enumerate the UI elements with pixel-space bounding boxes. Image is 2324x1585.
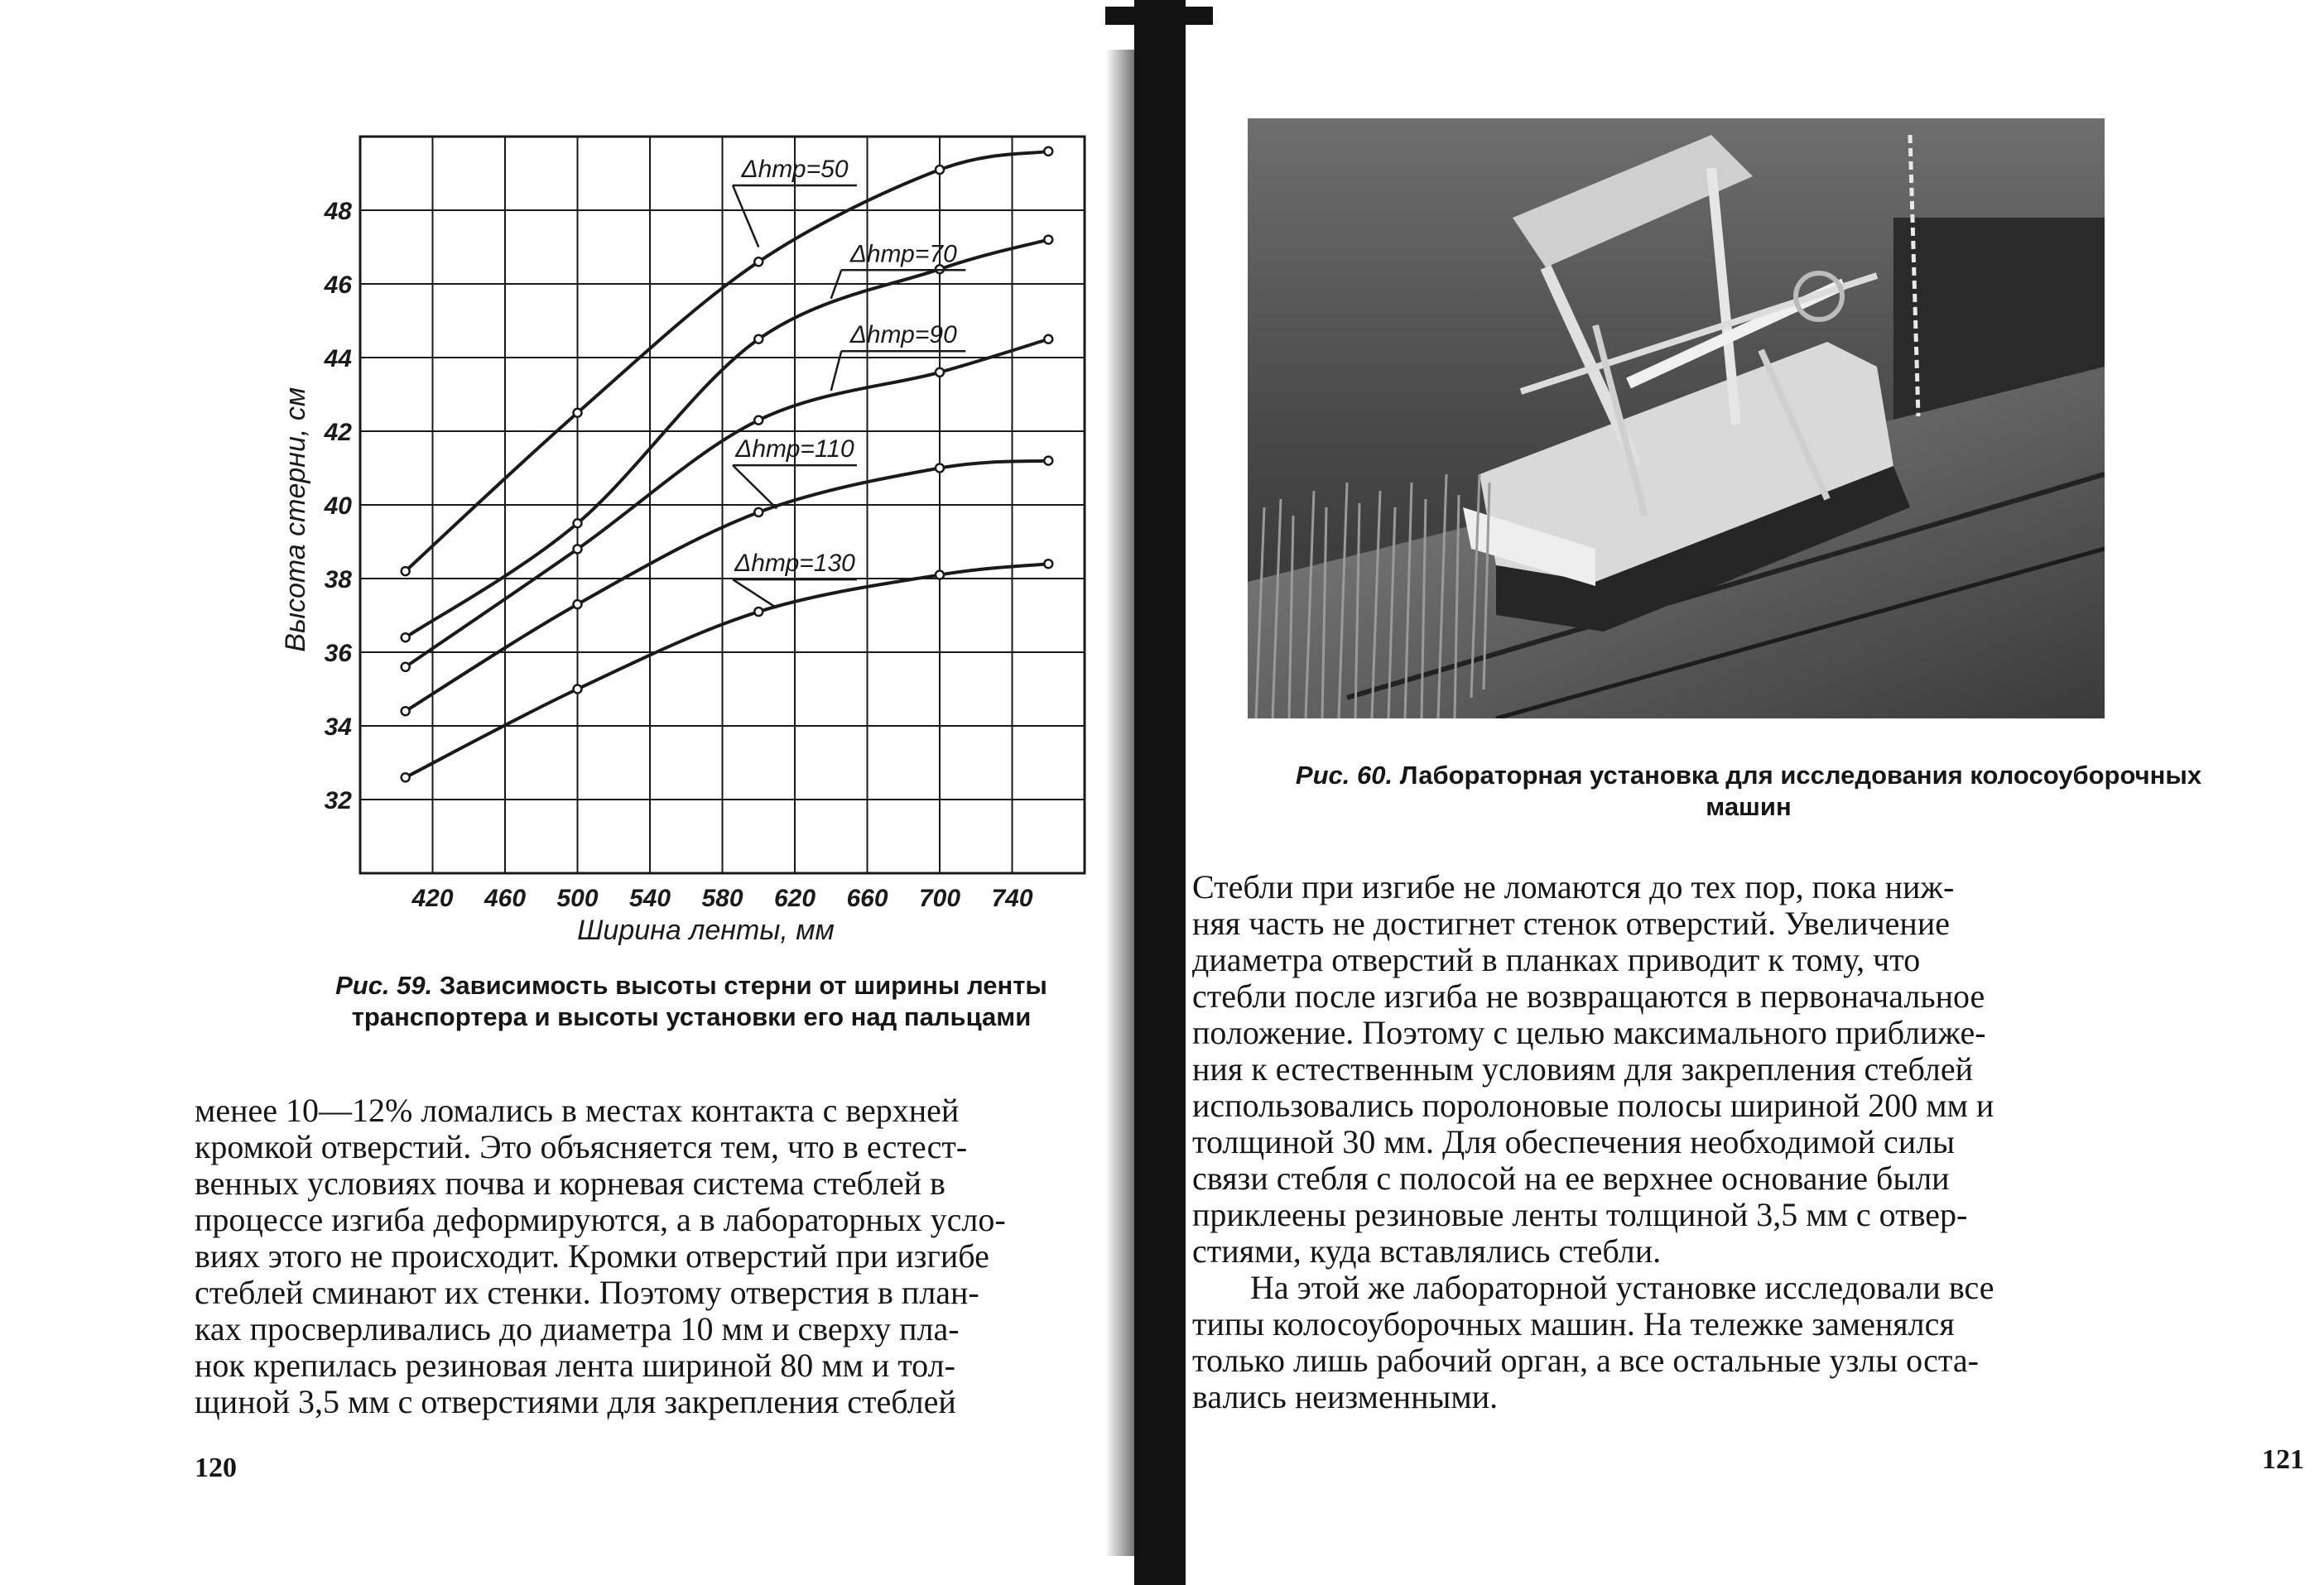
text-line: связи стебля с полосой на ее верхнее основание были <box>1192 1160 1950 1197</box>
series-label: Δhтр=130 <box>734 550 855 578</box>
text-line: стиями, куда вставлялись стебли. <box>1192 1232 1662 1270</box>
text-line: диаметра отверстий в планках приводит к тому, что <box>1192 941 1921 978</box>
text-line: стеблей сминают их стенки. Поэтому отверстия в план- <box>195 1274 979 1311</box>
series-label: Δhтр=110 <box>735 435 854 463</box>
data-point <box>936 368 944 377</box>
data-point <box>1044 457 1052 465</box>
text-line: щиной 3,5 мм с отверстиями для закрепления стеблей <box>195 1383 956 1420</box>
x-tick-label: 660 <box>846 885 888 912</box>
figure-59-label: Рис. 59. <box>335 971 433 1000</box>
data-point <box>754 608 763 616</box>
figure-59-chart <box>273 112 1101 948</box>
x-tick-label: 740 <box>991 885 1033 912</box>
y-tick-label: 44 <box>324 345 352 372</box>
data-point <box>574 545 582 553</box>
data-point <box>754 335 763 343</box>
text-line: использовались поролоновые полосы шириной 200 мм и <box>1192 1087 1994 1124</box>
data-point <box>936 571 944 579</box>
data-point <box>402 663 410 671</box>
series-line <box>406 339 1049 667</box>
y-tick-label: 32 <box>324 787 352 814</box>
x-tick-label: 540 <box>628 885 671 912</box>
y-tick-label: 36 <box>324 640 352 667</box>
book-spine-shadow <box>1134 0 1186 1585</box>
text-line: вались неизменными. <box>1192 1378 1499 1415</box>
right-page-body-text <box>1192 869 2306 1415</box>
text-line: менее 10—12% ломались в местах контакта с верхней <box>195 1092 960 1129</box>
x-tick-label: 500 <box>556 885 599 912</box>
data-point <box>402 773 410 781</box>
text-line: Стебли при изгибе не ломаются до тех пор, пока ниж- <box>1192 868 1955 905</box>
text-line: приклеены резиновые ленты толщиной 3,5 мм с отвер- <box>1192 1196 1968 1233</box>
data-point <box>574 409 582 417</box>
series-label-leader <box>733 185 758 247</box>
text-line: стебли после изгиба не возвращаются в первоначальное <box>1192 977 1985 1015</box>
text-line: ках просверливались до диаметра 10 мм и сверху пла- <box>195 1310 960 1347</box>
x-tick-label: 620 <box>773 885 816 912</box>
y-tick-label: 38 <box>324 566 352 593</box>
figure-59-caption-text: Зависимость высоты стерни от ширины ленты транспортера и высоты установки его над пальцами <box>351 971 1047 1031</box>
x-tick-label: 420 <box>411 885 454 912</box>
data-point <box>574 600 582 608</box>
harvester-lab-rig-illustration <box>1248 118 2105 718</box>
data-point <box>1044 335 1052 343</box>
data-point <box>1044 147 1052 156</box>
figure-60-label: Рис. 60. <box>1295 761 1393 790</box>
series-label-leader <box>733 579 777 608</box>
data-point <box>402 633 410 641</box>
figure-60-caption <box>1273 760 2225 823</box>
y-tick-label: 48 <box>324 198 352 225</box>
series-label: Δhтр=70 <box>849 240 957 268</box>
data-point <box>754 508 763 516</box>
y-tick-label: 46 <box>324 271 352 299</box>
figure-60-photo <box>1248 118 2105 718</box>
page-number: 121 <box>2262 1444 2304 1475</box>
series-label: Δhтр=50 <box>741 155 849 183</box>
data-point <box>402 567 410 575</box>
y-tick-label: 34 <box>324 713 352 741</box>
text-line: няя часть не достигнет стенок отверстий. Увеличение <box>1192 905 1950 942</box>
left-page-body-text <box>195 1093 1130 1420</box>
data-point <box>402 707 410 715</box>
series-label-leader <box>733 465 777 508</box>
y-tick-label: 40 <box>324 492 352 520</box>
x-tick-label: 460 <box>484 885 527 912</box>
figure-59-caption <box>286 970 1097 1033</box>
x-axis-label: Ширина ленты, мм <box>577 915 835 946</box>
figure-60-caption-text: Лабораторная установка для исследования колосоуборочных машин <box>1399 761 2202 821</box>
data-point <box>574 685 582 694</box>
text-line: процессе изгиба деформируются, а в лабораторных усло- <box>195 1201 1006 1238</box>
text-line: венных условиях почва и корневая система стеблей в <box>195 1165 945 1202</box>
data-point <box>754 416 763 425</box>
series-line <box>406 564 1049 777</box>
y-tick-label: 42 <box>324 419 352 446</box>
data-point <box>1044 560 1052 568</box>
text-line: только лишь рабочий орган, а все остальные узлы оста- <box>1192 1342 1979 1379</box>
x-tick-label: 580 <box>701 885 743 912</box>
data-point <box>936 464 944 473</box>
text-line: виях этого не происходит. Кромки отверстий при изгибе <box>195 1237 989 1275</box>
text-line: На этой же лабораторной установке исследовали все <box>1250 1269 1994 1306</box>
series-line <box>406 461 1049 712</box>
data-point <box>754 257 763 266</box>
right-page <box>1186 0 2324 1585</box>
series-label: Δhтр=90 <box>849 321 957 349</box>
text-line: положение. Поэтому с целью максимального приближе- <box>1192 1014 1986 1051</box>
data-point <box>936 166 944 174</box>
data-point <box>1044 236 1052 244</box>
text-line: кромкой отверстий. Это объясняется тем, что в естест- <box>195 1128 968 1165</box>
text-line: нок крепилась резиновая лента шириной 80 мм и тол- <box>195 1347 955 1384</box>
y-axis-label: Высота стерни, см <box>280 387 311 652</box>
text-line: типы колосоуборочных машин. На тележке заменялся <box>1192 1305 1955 1342</box>
data-point <box>574 519 582 527</box>
series-line <box>406 151 1049 571</box>
text-line: толщиной 30 мм. Для обеспечения необходимой силы <box>1192 1123 1956 1160</box>
x-tick-label: 700 <box>918 885 961 912</box>
page-number: 120 <box>195 1453 237 1483</box>
text-line: ния к естественным условиям для закрепления стеблей <box>1192 1050 1973 1088</box>
left-page <box>0 0 1134 1585</box>
